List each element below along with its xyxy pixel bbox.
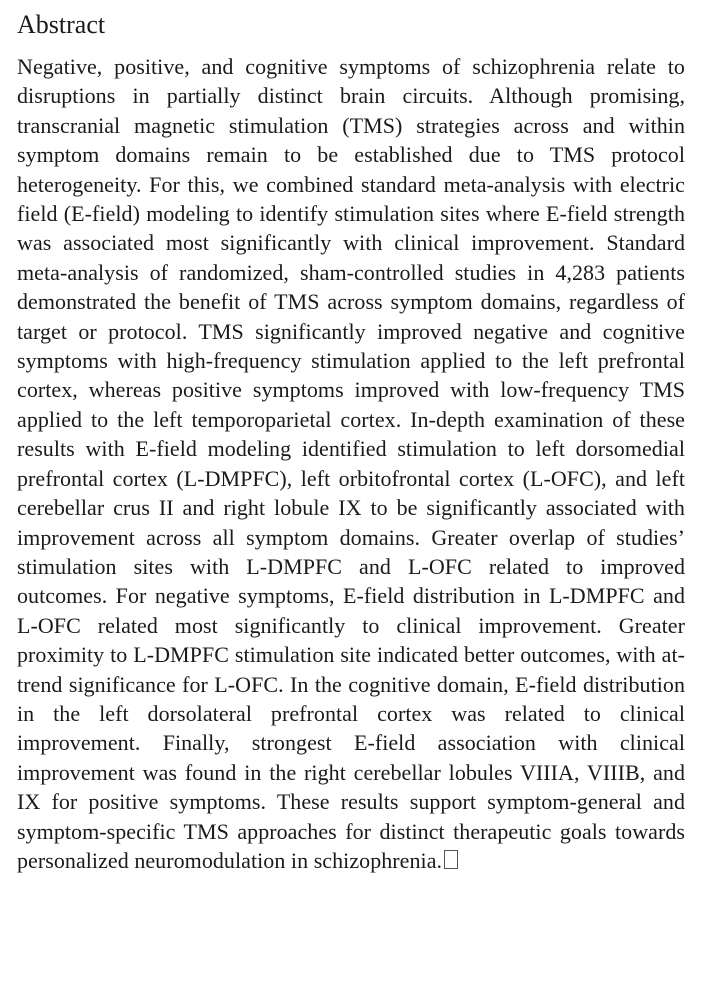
abstract-section (17, 8, 685, 875)
abstract-body (17, 52, 685, 875)
abstract-heading: Abstract (17, 10, 106, 39)
abstract-text: Negative, positive, and cognitive symptoms of schizophrenia relate to disruptions in partially distinct brain circuits. Although promising, transcranial magnetic stimulation (TMS) strategies across and within symptom domains remain to be established due to TMS protocol heterogeneity. For this, we combined standard meta-analysis with electric field (E-field) modeling to identify stimulation sites where E-field strength was associated most significantly with clinical improvement. Standard meta-analysis of randomized, sham-controlled studies in 4,283 patients demonstrated the benefit of TMS across symptom domains, regardless of target or protocol. TMS significantly improved negative and cognitive symptoms with high-frequency stimulation applied to the left prefrontal cortex, whereas positive symptoms improved with low-frequency TMS applied to the left temporoparietal cortex. In-depth examination of these results with E-field modeling identified stimulation to left dorsomedial prefrontal cortex (L-DMPFC), left orbitofrontal cortex (L-OFC), and left cerebellar crus II and right lobule IX to be significantly associated with improvement across all symptom domains. Greater overlap of studies’ stimulation sites with L-DMPFC and L-OFC related to improved outcomes. For negative symptoms, E-field distribution in L-DMPFC and L-OFC related most significantly to clinical improvement. Greater proximity to L-DMPFC stimulation site indicated better outcomes, with at-trend significance for L-OFC. In the cognitive domain, E-field distribution in the left dorsolateral prefrontal cortex was related to clinical improvement. Finally, strongest E-field association with clinical improvement was found in the right cerebellar lobules VIIIA, VIIIB, and IX for positive symptoms. These results support symptom-general and symptom-specific TMS approaches for distinct therapeutic goals towards personalized neuromodulation in schizophrenia. (17, 54, 685, 873)
end-of-text-box-icon (444, 850, 458, 869)
